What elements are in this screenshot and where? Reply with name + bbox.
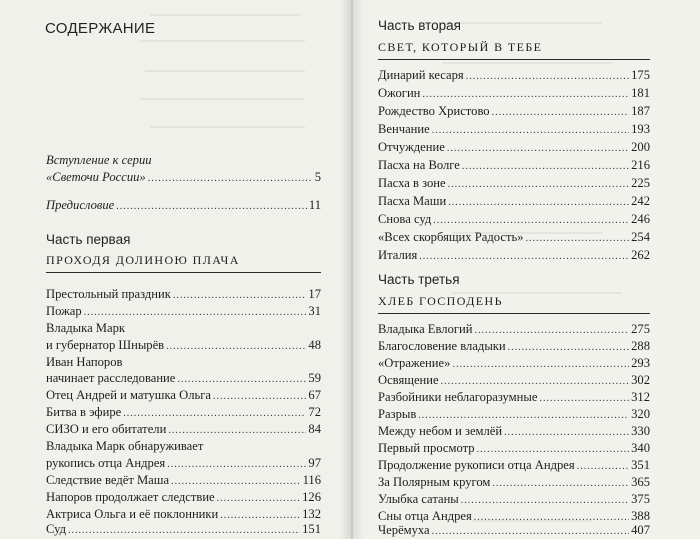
toc-entry-page: 275 [631,322,650,336]
toc-entry-page: 216 [631,158,650,172]
series-intro-line1: Вступление к серии [46,153,152,167]
toc-entry-page: 151 [302,522,321,536]
toc-entry[interactable] [378,228,650,248]
toc-entry[interactable] [378,210,650,230]
toc-entry-preface[interactable] [46,196,321,216]
toc-entry-page: 340 [631,441,650,455]
toc-entry-page: 116 [302,473,321,487]
toc-entry-title: Италия [378,248,418,262]
toc-entry-title: Суд [46,522,66,536]
toc-entry-page: 126 [302,490,321,504]
toc-entry-title: Освящение [378,373,439,387]
toc-entry-page: 31 [308,304,321,318]
toc-entry-page: 312 [631,390,650,404]
toc-entry-title: Отчуждение [378,140,445,154]
toc-entry-page: 48 [308,338,321,352]
toc-entry[interactable] [378,192,650,212]
toc-entry-title: Венчание [378,122,430,136]
toc-entry-title: Битва в эфире [46,405,122,419]
toc-entry-page: 11 [308,198,321,212]
toc-entry-title: «Отражение» [378,356,451,370]
toc-entry-title: Владыка Евлогий [378,322,473,336]
toc-entry[interactable] [378,84,650,104]
bleed-through [150,126,305,128]
toc-entry-title: Между небом и землёй [378,424,503,438]
toc-entry-page: 17 [308,287,321,301]
toc-entry-page: 365 [631,475,650,489]
toc-entry-title: СИЗО и его обитатели [46,422,167,436]
toc-entry-title: Динарий кесаря [378,68,464,82]
toc-entry-title: Разбойники неблагоразумные [378,390,538,404]
leader-dots [166,338,306,356]
toc-entry-title: Черёмуха [378,523,430,537]
toc-entry-title: Напоров продолжает следствие [46,490,215,504]
part1-label: Часть первая [46,232,131,247]
toc-entry-page: 242 [631,194,650,208]
leader-dots [68,522,300,539]
toc-entry-page: 320 [631,407,650,421]
toc-entry-title: Сны отца Андрея [378,509,472,523]
toc-entry-page: 262 [631,248,650,262]
toc-entry-title: Предисловие [46,198,115,212]
part2-title: СВЕТ, КОТОРЫЙ В ТЕБЕ [378,40,543,54]
toc-entry-title: и губернатор Шнырёв [46,338,165,352]
toc-entry-page: 59 [308,371,321,385]
toc-entry-title: рукопись отца Андрея [46,456,166,470]
toc-entry[interactable] [378,156,650,176]
toc-entry-page: 200 [631,140,650,154]
part2-label: Часть вторая [378,18,461,33]
toc-entry-page: 72 [308,405,321,419]
toc-title: СОДЕРЖАНИЕ [45,20,156,37]
toc-entry-title: Пожар [46,304,82,318]
toc-entry-title: Снова суд [378,212,432,226]
toc-entry-page: 181 [631,86,650,100]
leader-dots [432,523,629,539]
toc-entry[interactable] [378,102,650,122]
part3-title-rule [378,313,650,314]
toc-entry-title: Улыбка сатаны [378,492,459,506]
leader-dots [116,198,307,216]
toc-entry-page: 375 [631,492,650,506]
toc-entry-page: 132 [302,507,321,521]
toc-entry-title: Следствие ведёт Маша [46,473,170,487]
toc-entry[interactable] [378,138,650,158]
toc-entry-page: 254 [631,230,650,244]
toc-entry-page: 293 [631,356,650,370]
bleed-through [145,70,305,72]
part1-title: ПРОХОДЯ ДОЛИНОЮ ПЛАЧА [46,253,240,267]
toc-entry-page: 225 [631,176,650,190]
toc-entry[interactable] [378,174,650,194]
toc-entry-page: 388 [631,509,650,523]
toc-entry-title: Разрыв [378,407,417,421]
toc-entry-page: 84 [308,422,321,436]
bleed-through [442,22,602,24]
toc-entry-title: Актриса Ольга и её поклонники [46,507,219,521]
toc-entry-page: 246 [631,212,650,226]
part3-title: ХЛЕБ ГОСПОДЕНЬ [378,294,503,308]
bleed-through [140,40,305,42]
toc-entry-title: начинает расследование [46,371,176,385]
toc-entry-title: Первый просмотр [378,441,475,455]
toc-entry-page: 288 [631,339,650,353]
toc-entry[interactable] [378,521,650,539]
toc-entry-title: Продолжение рукописи отца Андрея [378,458,575,472]
toc-entry-title: Благословение владыки [378,339,506,353]
bleed-through [150,14,300,16]
toc-entry-title: Пасха в зоне [378,176,446,190]
toc-entry-title: «Светочи России» [46,170,146,184]
toc-entry-series-intro[interactable] [46,168,321,188]
toc-entry-title: Престольный праздник [46,287,171,301]
toc-entry-page: 330 [631,424,650,438]
toc-entry-page: 97 [308,456,321,470]
toc-entry[interactable] [378,120,650,140]
toc-entry-title: Ожогин [378,86,421,100]
toc-entry-title: «Всех скорбящих Радость» [378,230,524,244]
leader-dots [148,170,313,188]
book-gutter [340,0,364,539]
toc-entry-title-line1: Владыка Марк обнаруживает [46,439,204,453]
toc-entry-page: 302 [631,373,650,387]
toc-entry-page: 67 [308,388,321,402]
toc-entry-title: Пасха Маши [378,194,447,208]
toc-entry-title-line1: Владыка Марк [46,321,126,335]
toc-entry-title: Рождество Христово [378,104,490,118]
toc-entry[interactable] [378,246,650,266]
toc-entry-title: Отец Андрей и матушка Ольга [46,388,212,402]
toc-entry-page: 175 [631,68,650,82]
toc-entry-page: 5 [314,170,321,184]
toc-entry-page: 193 [631,122,650,136]
part3-label: Часть третья [378,272,460,287]
leader-dots [419,248,629,266]
toc-entry-title-line1: Иван Напоров [46,355,123,369]
part2-title-rule [378,59,650,60]
toc-entry-page: 351 [631,458,650,472]
toc-entry[interactable] [378,66,650,86]
toc-entry-title: За Полярным кругом [378,475,491,489]
toc-entry[interactable] [46,520,321,539]
bleed-through [442,62,612,64]
bleed-through [140,98,305,100]
toc-entry-page: 407 [631,523,650,537]
right-page [352,0,700,539]
toc-entry-page: 187 [631,104,650,118]
toc-entry-title: Пасха на Волге [378,158,460,172]
part1-title-rule [46,272,321,273]
